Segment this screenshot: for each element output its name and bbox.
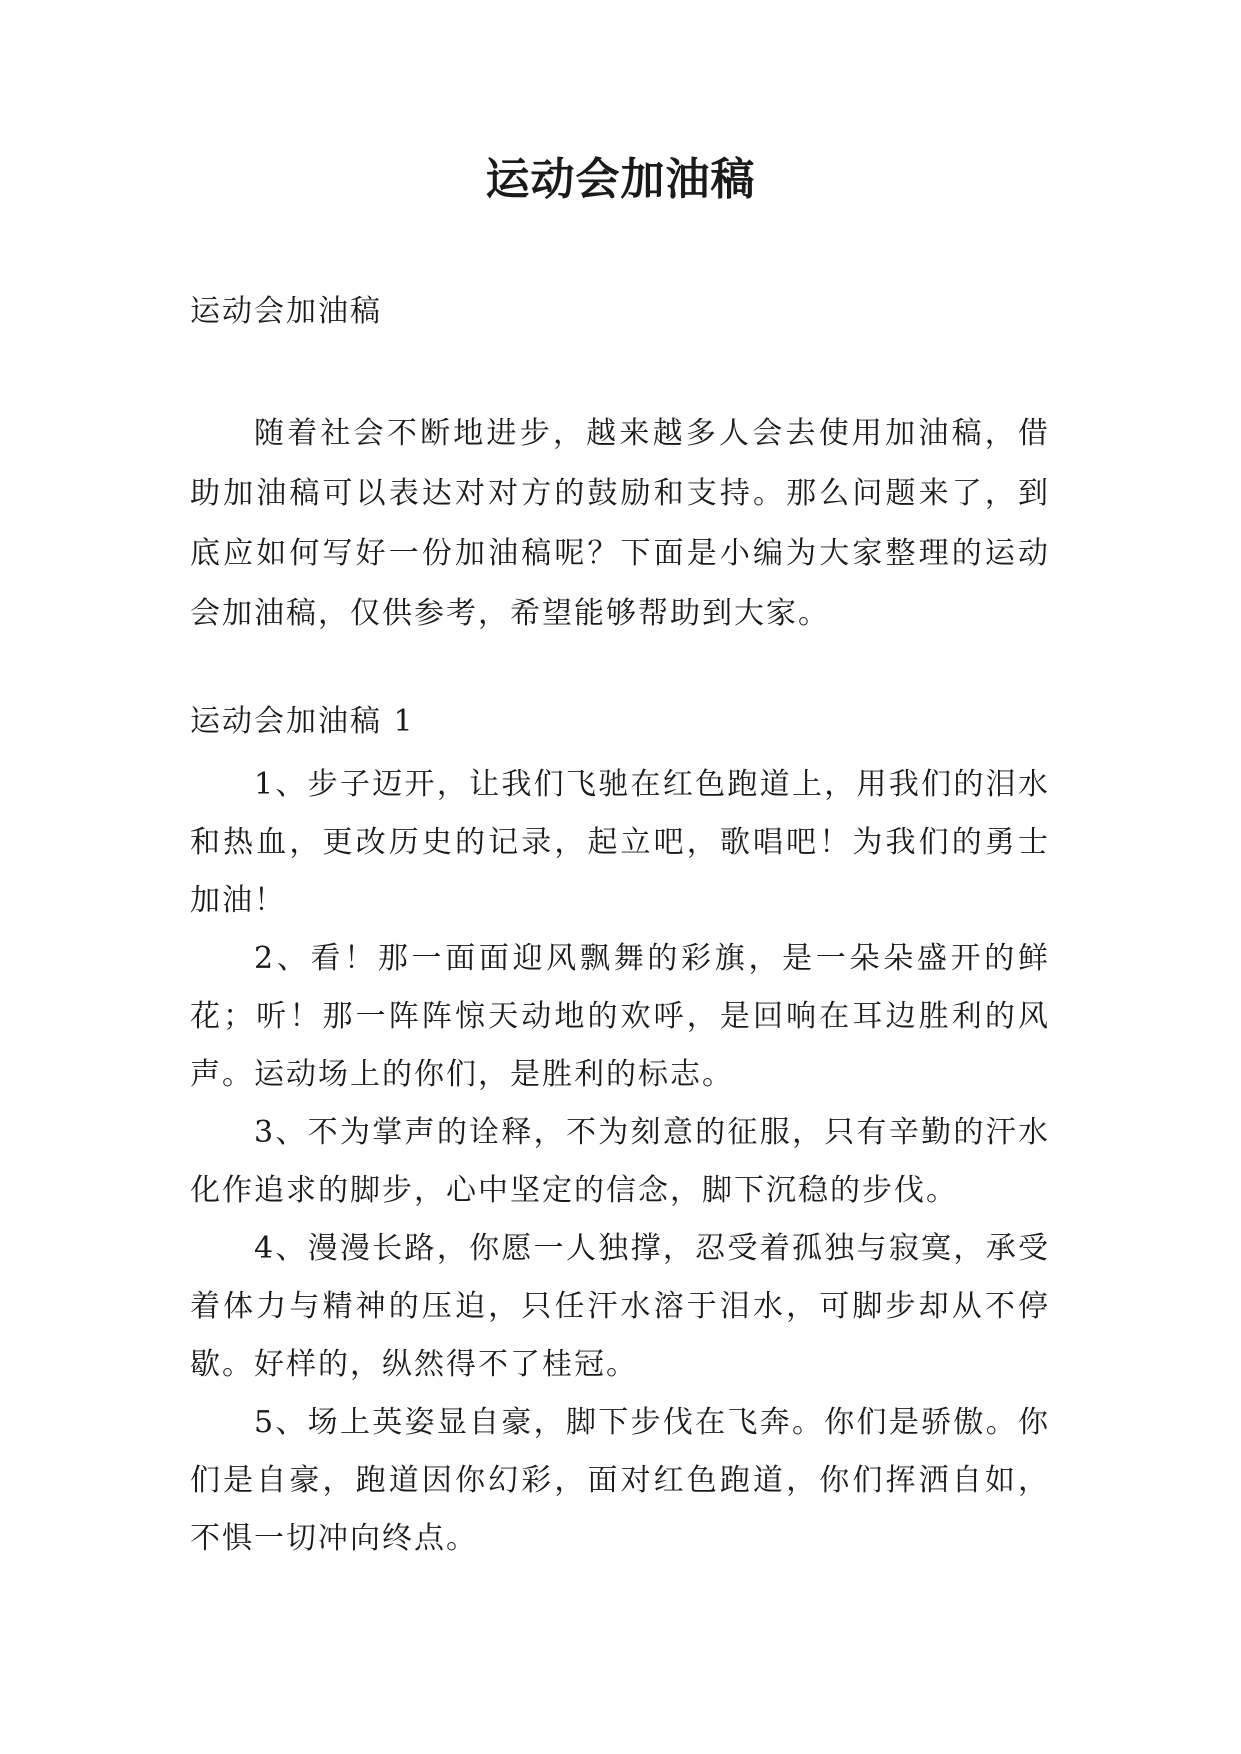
cheer-item-5: 5、场上英姿显自豪，脚下步伐在飞奔。你们是骄傲。你们是自豪，跑道因你幻彩，面对红色跑道，你们挥洒自如，不惧一切冲向终点。 — [190, 1405, 1050, 1556]
cheer-item-3: 3、不为掌声的诠释，不为刻意的征服，只有辛勤的汗水化作追求的脚步，心中坚定的信念，脚下沉稳的步伐。 — [190, 1115, 1050, 1208]
intro-paragraph: 随着社会不断地进步，越来越多人会去使用加油稿，借助加油稿可以表达对对方的鼓励和支持。那么问题来了，到底应如何写好一份加油稿呢？下面是小编为大家整理的运动会加油稿，仅供参考，希望能够帮助到大家。 — [190, 416, 1050, 631]
cheer-list — [190, 756, 1050, 1568]
section-heading: 运动会加油稿 1 — [190, 704, 415, 739]
document-title: 运动会加油稿 — [485, 154, 756, 205]
document-subtitle: 运动会加油稿 — [190, 294, 382, 329]
cheer-item-4: 4、漫漫长路，你愿一人独撑，忍受着孤独与寂寞，承受着体力与精神的压迫，只任汗水溶于泪水，可脚步却从不停歇。好样的，纵然得不了桂冠。 — [190, 1231, 1050, 1382]
cheer-item-2: 2、看！那一面面迎风飘舞的彩旗，是一朵朵盛开的鲜花；听！那一阵阵惊天动地的欢呼，是回响在耳边胜利的风声。运动场上的你们，是胜利的标志。 — [190, 941, 1050, 1092]
cheer-item-1: 1、步子迈开，让我们飞驰在红色跑道上，用我们的泪水和热血，更改历史的记录，起立吧，歌唱吧！为我们的勇士加油！ — [190, 767, 1050, 918]
